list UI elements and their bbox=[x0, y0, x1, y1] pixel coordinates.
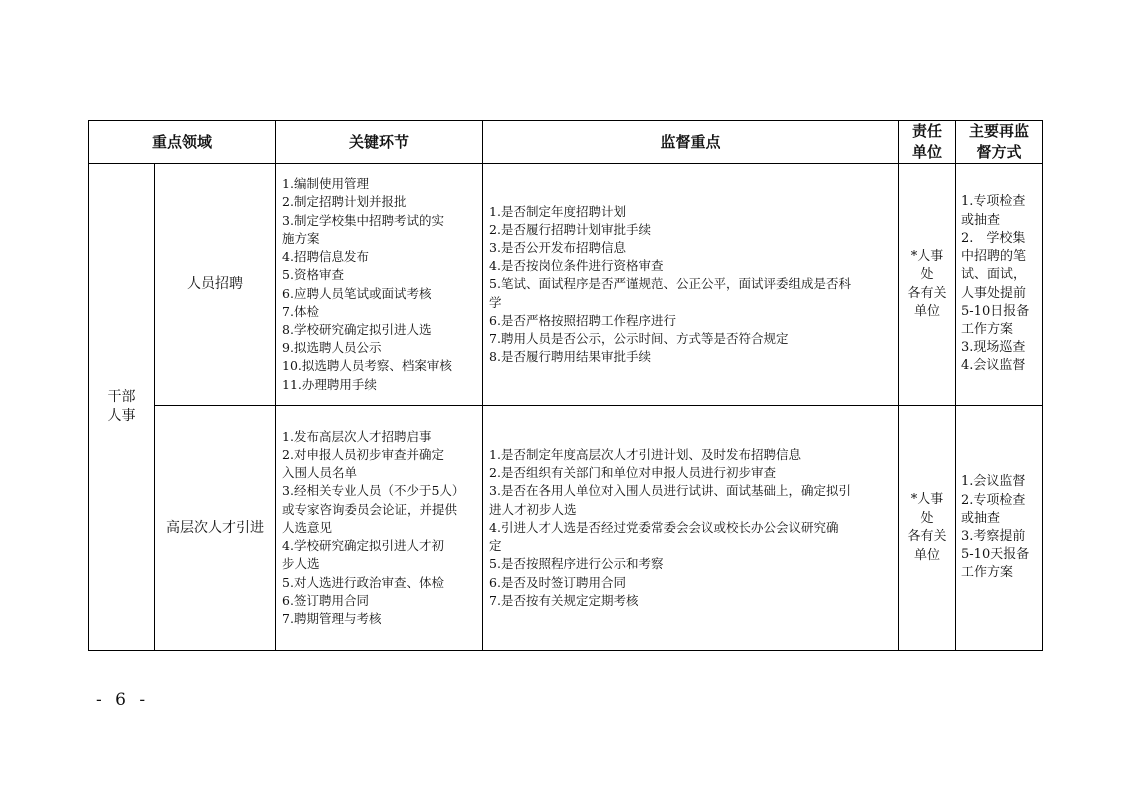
list-item: 3.经相关专业人员（不少于5人） bbox=[282, 483, 465, 499]
list-item: 6.签订聘用合同 bbox=[282, 592, 369, 608]
list-item: 1.发布高层次人才招聘启事 bbox=[282, 428, 432, 444]
list-item: 人选意见 bbox=[282, 519, 333, 535]
method-line: 或抽查 bbox=[961, 212, 1001, 228]
method-line: 3.现场巡查 bbox=[961, 340, 1026, 356]
list-item: 6.应聘人员笔试或面试考核 bbox=[282, 285, 432, 301]
header-responsible bbox=[899, 121, 956, 164]
responsible-cell bbox=[899, 164, 956, 406]
table-row bbox=[89, 164, 1043, 406]
list-item: 6.是否及时签订聘用合同 bbox=[489, 574, 626, 590]
supervision-table bbox=[88, 120, 1043, 651]
list-item: 4.学校研究确定拟引进人才初 bbox=[282, 538, 444, 554]
list-item: 10.拟选聘人员考察、档案审核 bbox=[282, 358, 452, 374]
list-item: 2.对申报人员初步审查并确定 bbox=[282, 447, 444, 463]
list-item: 6.是否严格按照招聘工作程序进行 bbox=[489, 312, 676, 328]
list-item: 2.制定招聘计划并报批 bbox=[282, 194, 407, 210]
sub-domain-label: 高层次人才引进 bbox=[155, 406, 276, 651]
list-item: 5.是否按照程序进行公示和考察 bbox=[489, 556, 664, 572]
list-item: 7.是否按有关规定定期考核 bbox=[489, 592, 639, 608]
list-item: 2.是否组织有关部门和单位对申报人员进行初步审查 bbox=[489, 465, 776, 481]
group-label-line2: 人事 bbox=[107, 408, 136, 424]
list-item: 3.制定学校集中招聘考试的实 bbox=[282, 212, 444, 228]
group-label bbox=[89, 164, 155, 651]
responsible-line: 处 bbox=[920, 267, 934, 282]
method-line: 2.专项检查 bbox=[961, 492, 1026, 508]
list-item: 4.是否按岗位条件进行资格审查 bbox=[489, 258, 664, 274]
method-cell bbox=[956, 406, 1043, 651]
method-line: 或抽查 bbox=[961, 510, 1001, 526]
header-domain: 重点领域 bbox=[89, 121, 276, 164]
list-item: 9.拟选聘人员公示 bbox=[282, 340, 382, 356]
focus-cell bbox=[483, 164, 899, 406]
list-item: 7.体检 bbox=[282, 303, 319, 319]
list-item: 2.是否履行招聘计划审批手续 bbox=[489, 221, 651, 237]
header-method-line1: 主要再监 bbox=[969, 122, 1030, 140]
header-responsible-line2: 单位 bbox=[912, 143, 943, 161]
responsible-cell bbox=[899, 406, 956, 651]
list-item: 5.笔试、面试程序是否严谨规范、公正公平，面试评委组成是否科 bbox=[489, 276, 851, 292]
responsible-line: 单位 bbox=[914, 547, 941, 563]
list-item: 5.对人选进行政治审查、体检 bbox=[282, 574, 444, 590]
list-item: 1.编制使用管理 bbox=[282, 176, 369, 192]
list-item: 进人才初步人选 bbox=[489, 501, 577, 517]
list-item: 8.是否履行聘用结果审批手续 bbox=[489, 349, 651, 365]
method-line: 2. 学校集 bbox=[961, 230, 1026, 246]
list-item: 1.是否制定年度招聘计划 bbox=[489, 203, 626, 219]
table-row bbox=[89, 406, 1043, 651]
list-item: 1.是否制定年度高层次人才引进计划、及时发布招聘信息 bbox=[489, 447, 801, 463]
focus-cell bbox=[483, 406, 899, 651]
method-line: 4.会议监督 bbox=[961, 358, 1026, 374]
list-item: 7.聘用人员是否公示，公示时间、方式等是否符合规定 bbox=[489, 331, 789, 346]
header-method bbox=[956, 121, 1043, 164]
header-key-step: 关键环节 bbox=[276, 121, 483, 164]
list-item: 3.是否在各用人单位对入围人员进行试讲、面试基础上，确定拟引 bbox=[489, 483, 851, 499]
method-line: 工作方案 bbox=[961, 565, 1014, 581]
list-item: 11.办理聘用手续 bbox=[282, 376, 377, 392]
method-line: 5-10天报备 bbox=[961, 547, 1030, 563]
responsible-line: 各有关 bbox=[907, 529, 947, 544]
list-item: 5.资格审查 bbox=[282, 267, 344, 283]
key-steps-cell bbox=[276, 164, 483, 406]
group-label-line1: 干部 bbox=[107, 389, 136, 405]
responsible-line: *人事 bbox=[910, 492, 944, 507]
page-number: - 6 - bbox=[96, 690, 150, 710]
method-line: 1.专项检查 bbox=[961, 194, 1026, 210]
method-line: 1.会议监督 bbox=[961, 474, 1026, 490]
method-line: 工作方案 bbox=[961, 321, 1014, 337]
list-item: 入围人员名单 bbox=[282, 465, 358, 481]
header-focus: 监督重点 bbox=[483, 121, 899, 164]
list-item: 或专家咨询委员会论证，并提供 bbox=[282, 501, 458, 517]
sub-domain-label: 人员招聘 bbox=[155, 164, 276, 406]
list-item: 4.引进人才人选是否经过党委常委会会议或校长办公会议研究确 bbox=[489, 519, 839, 535]
list-item: 施方案 bbox=[282, 230, 320, 246]
method-line: 5-10日报备 bbox=[961, 303, 1030, 319]
method-line: 中招聘的笔 bbox=[961, 249, 1027, 265]
header-row bbox=[89, 121, 1043, 164]
responsible-line: 各有关 bbox=[907, 285, 947, 301]
list-item: 3.是否公开发布招聘信息 bbox=[489, 239, 626, 255]
method-line: 试、面试， bbox=[961, 267, 1027, 283]
responsible-line: 单位 bbox=[914, 304, 941, 319]
list-item: 步人选 bbox=[282, 556, 320, 572]
header-responsible-line1: 责任 bbox=[912, 122, 943, 140]
key-steps-cell bbox=[276, 406, 483, 651]
list-item: 学 bbox=[489, 294, 502, 310]
list-item: 4.招聘信息发布 bbox=[282, 249, 369, 265]
list-item: 定 bbox=[489, 538, 502, 554]
responsible-line: 处 bbox=[920, 510, 934, 526]
method-line: 3.考察提前 bbox=[961, 529, 1026, 544]
list-item: 8.学校研究确定拟引进人选 bbox=[282, 321, 432, 337]
method-cell bbox=[956, 164, 1043, 406]
list-item: 7.聘期管理与考核 bbox=[282, 610, 382, 626]
responsible-line: *人事 bbox=[910, 248, 944, 264]
method-line: 人事处提前 bbox=[961, 285, 1027, 301]
header-method-line2: 督方式 bbox=[976, 143, 1022, 161]
